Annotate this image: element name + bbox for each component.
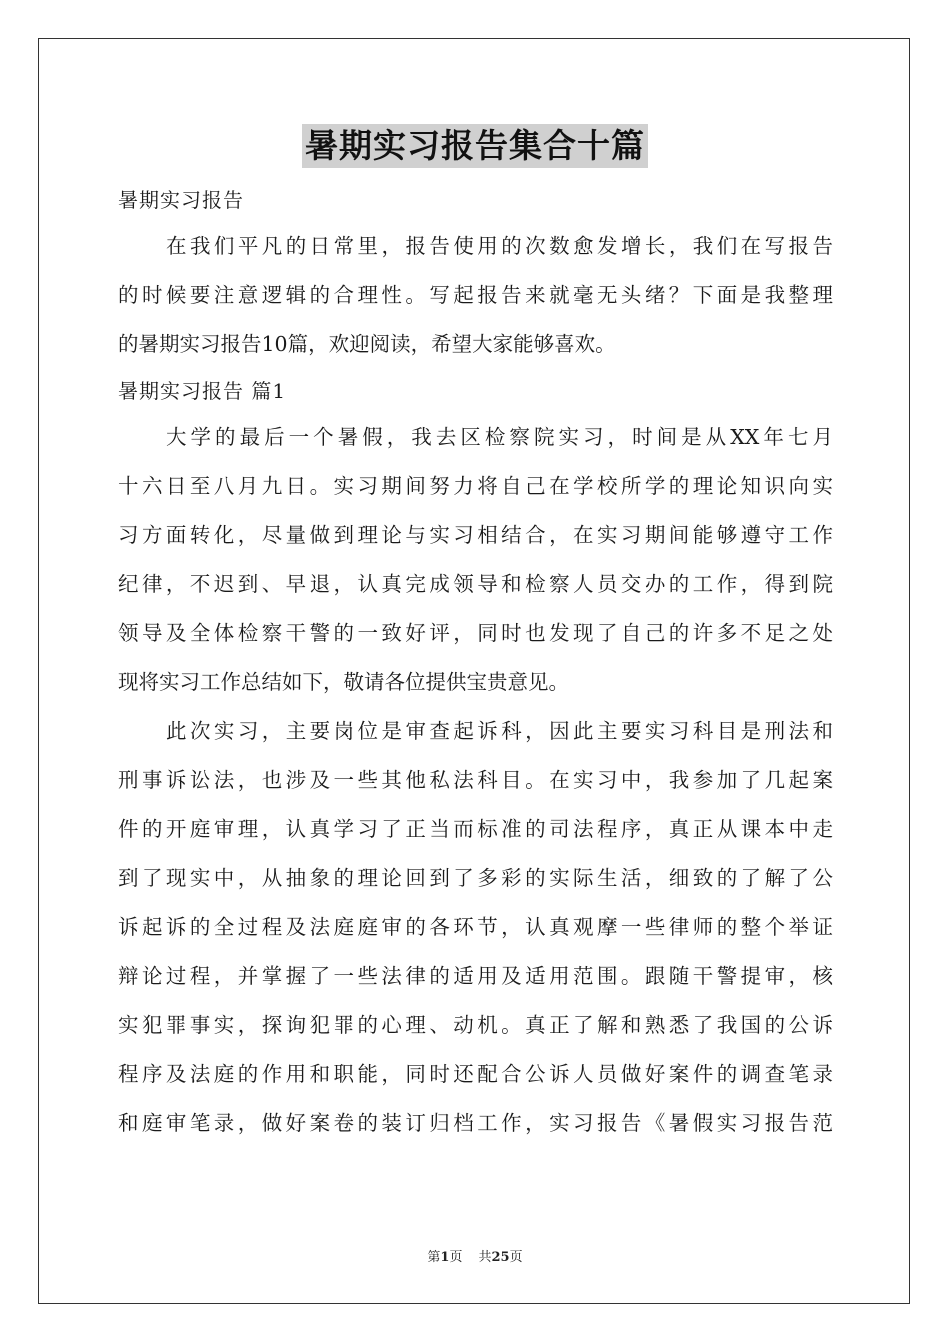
text-line: 程序及法庭的作用和职能，同时还配合公诉人员做好案件的调查笔录 (118, 1062, 833, 1086)
text-line: 到了现实中，从抽象的理论回到了多彩的实际生活，细致的了解了公 (118, 866, 833, 890)
section-paragraph-2 (118, 707, 833, 1148)
text-line: 的暑期实习报告10篇，欢迎阅读，希望大家能够喜欢。 (118, 332, 616, 356)
text-line: 大学的最后一个暑假，我去区检察院实习，时间是从XX年七月 (166, 425, 833, 449)
intro-paragraph (118, 222, 833, 369)
text-line: 诉起诉的全过程及法庭庭审的各环节，认真观摩一些律师的整个举证 (118, 915, 833, 939)
text-line: 纪律，不迟到、早退，认真完成领导和检察人员交办的工作，得到院 (118, 572, 833, 596)
text-line: 此次实习，主要岗位是审查起诉科，因此主要实习科目是刑法和 (166, 719, 833, 743)
text-line: 习方面转化，尽量做到理论与实习相结合，在实习期间能够遵守工作 (118, 523, 833, 547)
current-page-number: 1 (440, 1250, 450, 1265)
text-line: 件的开庭审理，认真学习了正当而标准的司法程序，真正从课本中走 (118, 817, 833, 841)
page-prefix: 第 (427, 1250, 441, 1265)
text-line: 实犯罪事实，探询犯罪的心理、动机。真正了解和熟悉了我国的公诉 (118, 1013, 833, 1037)
section-heading: 暑期实习报告 篇1 (118, 379, 287, 403)
total-suffix: 页 (509, 1250, 523, 1265)
intro-heading: 暑期实习报告 (118, 188, 244, 212)
document-body (118, 178, 833, 1148)
text-line: 领导及全体检察干警的一致好评，同时也发现了自己的许多不足之处 (118, 621, 833, 645)
text-line: 刑事诉讼法，也涉及一些其他私法科目。在实习中，我参加了几起案 (118, 768, 833, 792)
text-line: 十六日至八月九日。实习期间努力将自己在学校所学的理论知识向实 (118, 474, 833, 498)
total-prefix: 共 (478, 1250, 492, 1265)
text-line: 在我们平凡的日常里，报告使用的次数愈发增长，我们在写报告 (166, 234, 833, 258)
text-line: 辩论过程，并掌握了一些法律的适用及适用范围。跟随干警提审，核 (118, 964, 833, 988)
section-paragraph-1 (118, 413, 833, 707)
text-line: 的时候要注意逻辑的合理性。写起报告来就毫无头绪？下面是我整理 (118, 283, 833, 307)
text-line: 现将实习工作总结如下，敬请各位提供宝贵意见。 (118, 670, 569, 694)
text-line: 和庭审笔录，做好案卷的装订归档工作，实习报告《暑假实习报告范 (118, 1111, 833, 1135)
title-container (0, 124, 950, 168)
total-page-count: 25 (491, 1250, 510, 1265)
document-title: 暑期实习报告集合十篇 (302, 124, 648, 168)
page-suffix: 页 (449, 1250, 463, 1265)
page-footer (0, 1246, 950, 1265)
